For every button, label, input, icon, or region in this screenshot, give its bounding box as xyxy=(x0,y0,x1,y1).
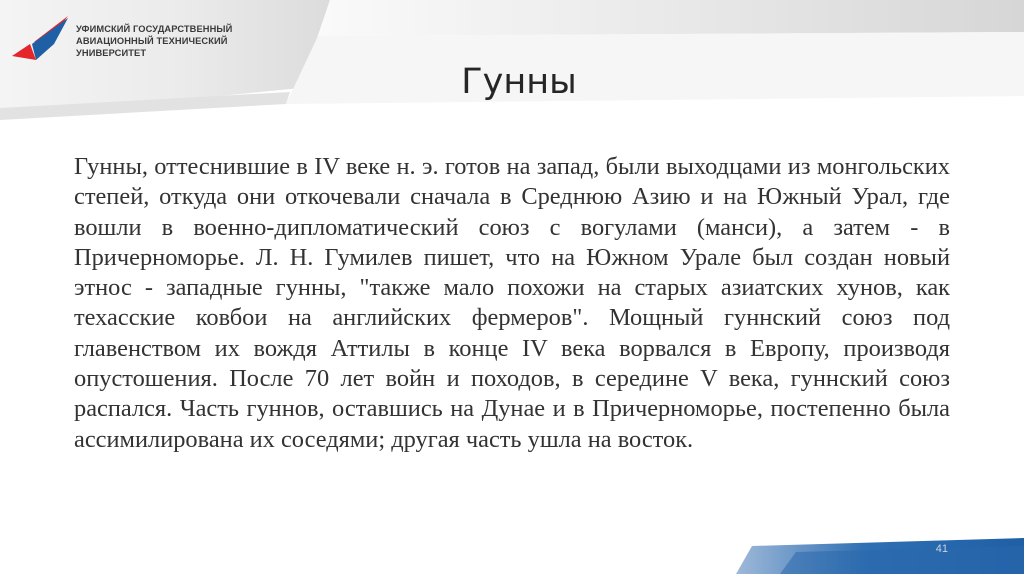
university-name-line: УНИВЕРСИТЕТ xyxy=(76,48,147,58)
header-band xyxy=(0,0,1024,120)
footer-decoration xyxy=(700,530,1024,574)
ugatu-logo-icon xyxy=(10,14,70,66)
slide-body-text: Гунны, оттеснившие в IV веке н. э. готов на запад, были выходцами из монгольских степей, откуда они откочевали сначала в Среднюю Азию и на Южный Урал, где вошли в военно-дипломатический союз с вогулами (манси), а затем - в Причерноморье. Л. Н. Гумилев пишет, что на Южном Урале был создан новый этнос - западные гунны, "также мало похожи на старых азиатских хунов, как техасские ковбои на английских фермеров". Мощный гуннский союз под главенством их вождя Аттилы в конце IV века ворвался в Европу, производя опустошения. После 70 лет войн и походов, в середине V века, гуннский союз распался. Часть гуннов, оставшись на Дунае и в Причерноморье, постепенно была ассимилирована их соседями; другая часть ушла на восток. xyxy=(74,153,950,453)
slide-title: Гунны xyxy=(461,62,577,102)
university-name-line: АВИАЦИОННЫЙ ТЕХНИЧЕСКИЙ xyxy=(76,36,228,46)
university-name-line: УФИМСКИЙ ГОСУДАРСТВЕННЫЙ xyxy=(76,24,233,34)
university-name xyxy=(76,23,276,59)
page-number: 41 xyxy=(935,543,948,555)
